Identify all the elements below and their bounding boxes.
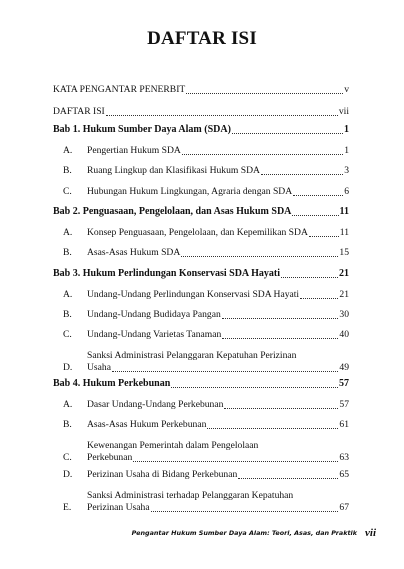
leader-dots: [309, 235, 339, 237]
toc-entry-title: DAFTAR ISI: [53, 106, 105, 117]
toc-entry-row: [53, 84, 349, 96]
toc-entry-row: [53, 490, 349, 514]
toc-page-number: v: [344, 84, 349, 95]
toc-entry-row: [53, 289, 349, 301]
toc-entry-row: [53, 399, 349, 411]
toc-page-number: 30: [339, 309, 349, 320]
toc-chapter-row: [53, 268, 349, 280]
leader-dots: [281, 276, 338, 278]
toc-entry-title: Bab 1. Hukum Sumber Daya Alam (SDA): [53, 124, 231, 135]
toc-page-number: 15: [339, 247, 349, 258]
toc-entry-title: Undang-Undang Perlindungan Konservasi SDA Hayati: [87, 289, 300, 300]
toc-chapter-row: [53, 206, 349, 218]
toc-entry-letter: A.: [63, 227, 73, 238]
toc-entry-letter: C.: [63, 186, 72, 197]
toc-entry-letter: B.: [63, 247, 72, 258]
leader-dots: [300, 297, 338, 299]
toc-entry-letter: B.: [63, 419, 72, 430]
toc-page-number: 3: [344, 165, 349, 176]
leader-dots: [292, 214, 338, 216]
leader-dots: [182, 153, 343, 155]
toc-entry-letter: A.: [63, 399, 73, 410]
toc-entry-title-line1: Kewenangan Pemerintah dalam Pengelolaan: [87, 440, 259, 451]
toc-page-number: 61: [339, 419, 349, 430]
toc-entry-title: Bab 2. Penguasaan, Pengelolaan, dan Asas Hukum SDA: [53, 206, 292, 217]
leader-dots: [112, 370, 338, 372]
toc-page-number: 21: [339, 289, 349, 300]
toc-entry-title: Perkebunan: [87, 452, 133, 463]
toc-page-number: 63: [339, 452, 349, 463]
toc-entry-title: Undang-Undang Budidaya Pangan: [87, 309, 221, 320]
toc-entry-title: Perizinan Usaha di Bidang Perkebunan: [87, 469, 238, 480]
toc-page-number: 40: [339, 329, 349, 340]
toc-entry-row: [53, 247, 349, 259]
leader-dots: [207, 427, 338, 429]
leader-dots: [151, 510, 339, 512]
toc-page-number: 11: [339, 206, 349, 217]
toc-entry-row: [53, 227, 349, 239]
toc-entry-letter: D.: [63, 469, 73, 480]
toc-page-number: 6: [344, 186, 349, 197]
leader-dots: [238, 477, 338, 479]
toc-entry-title: Asas-Asas Hukum Perkebunan: [87, 419, 207, 430]
toc-entry-title: Konsep Penguasaan, Pengelolaan, dan Kepemilikan SDA: [87, 227, 308, 238]
leader-dots: [133, 460, 338, 462]
toc-page-number: 57: [339, 399, 349, 410]
toc-entry-row: [53, 350, 349, 374]
toc-chapter-row: [53, 124, 349, 136]
toc-page-number: vii: [338, 106, 349, 117]
toc-entry-letter: E.: [63, 502, 72, 513]
toc-entry-title: Ruang Lingkup dan Klasifikasi Hukum SDA: [87, 165, 260, 176]
page-footer: [116, 527, 376, 539]
toc-entry-row: [53, 186, 349, 198]
leader-dots: [222, 337, 338, 339]
toc-entry-row: [53, 419, 349, 431]
toc-entry-title: Undang-Undang Varietas Tanaman: [87, 329, 222, 340]
toc-page-number: 67: [339, 502, 349, 513]
leader-dots: [224, 407, 338, 409]
toc-entry-title: KATA PENGANTAR PENERBIT: [53, 84, 186, 95]
toc-entry-title: Pengertian Hukum SDA: [87, 145, 181, 156]
toc-page-number: 65: [339, 469, 349, 480]
toc-entry-letter: C.: [63, 452, 72, 463]
leader-dots: [186, 92, 343, 94]
leader-dots: [261, 173, 343, 175]
toc-entry-title-line1: Sanksi Administrasi Pelanggaran Kepatuhan Perizinan: [87, 350, 297, 361]
toc-entry-letter: A.: [63, 289, 73, 300]
toc-page-number: 21: [339, 268, 349, 279]
toc-entry-letter: B.: [63, 165, 72, 176]
toc-entry-row: [53, 309, 349, 321]
toc-entry-row: [53, 469, 349, 481]
footer-page-number: vii: [365, 527, 376, 539]
toc-page-number: 1: [344, 124, 349, 135]
toc-page-number: 49: [339, 362, 349, 373]
toc-entry-title: Bab 4. Hukum Perkebunan: [53, 378, 171, 389]
toc-entry-title: Usaha: [87, 362, 111, 373]
leader-dots: [222, 317, 339, 319]
toc-entry-title: Hubungan Hukum Lingkungan, Agraria dengan SDA: [87, 186, 293, 197]
toc-entry-row: [53, 165, 349, 177]
toc-entry-title-line1: Sanksi Administrasi terhadap Pelanggaran Kepatuhan: [87, 490, 294, 501]
toc-entry-title: Perizinan Usaha: [87, 502, 150, 513]
toc-entry-letter: D.: [63, 362, 73, 373]
toc-entry-row: [53, 106, 349, 118]
leader-dots: [171, 386, 338, 388]
toc-entry-letter: A.: [63, 145, 73, 156]
toc-entry-letter: C.: [63, 329, 72, 340]
toc-entry-row: [53, 440, 349, 464]
toc-entry-letter: B.: [63, 309, 72, 320]
toc-page-number: 1: [344, 145, 349, 156]
toc-entry-title: Asas-Asas Hukum SDA: [87, 247, 181, 258]
leader-dots: [232, 132, 343, 134]
toc-chapter-row: [53, 378, 349, 390]
toc-entry-title: Bab 3. Hukum Perlindungan Konservasi SDA Hayati: [53, 268, 280, 279]
leader-dots: [293, 194, 343, 196]
toc-page-number: 57: [339, 378, 349, 389]
toc-entry-title: Dasar Undang-Undang Perkebunan: [87, 399, 224, 410]
toc-page-number: 11: [339, 227, 349, 238]
leader-dots: [106, 114, 338, 116]
toc-entry-row: [53, 145, 349, 157]
leader-dots: [181, 255, 338, 257]
page-title: DAFTAR ISI: [147, 28, 257, 49]
footer-book-title: Pengantar Hukum Sumber Daya Alam: Teori, Asas, dan Praktik: [131, 529, 357, 537]
toc-entry-row: [53, 329, 349, 341]
